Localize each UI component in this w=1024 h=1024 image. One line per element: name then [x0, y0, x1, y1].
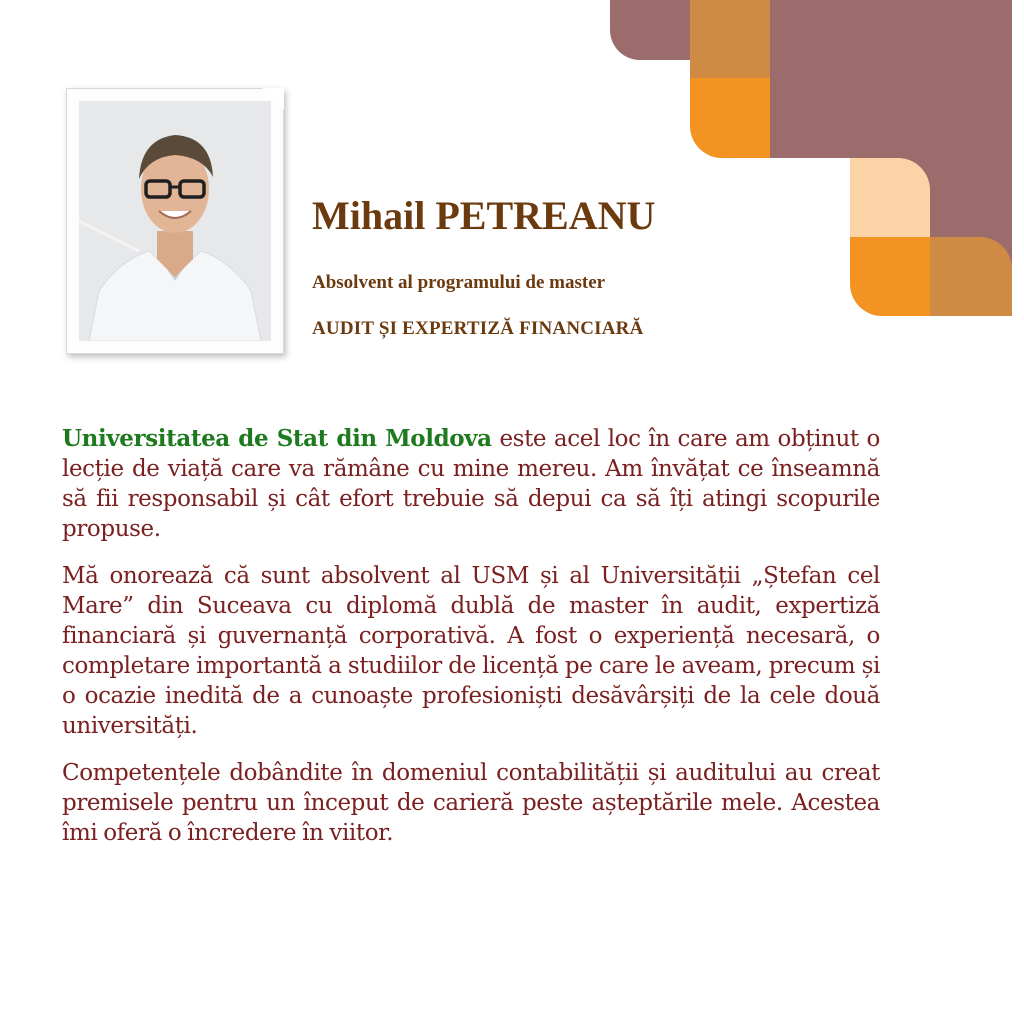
paragraph-1-text: este acel loc în care am obținut o lecție de viață care va rămâne cu mine mereu. Am învățat ce înseamnă să fii responsabil și cât efort trebuie să depui ca să îți atingi scopurile propuse.: [62, 426, 880, 542]
program-title: AUDIT ȘI EXPERTIZĂ FINANCIARĂ: [312, 318, 644, 339]
profile-photo-frame: [66, 88, 284, 354]
deco-peach-block: [850, 158, 930, 237]
person-portrait-icon: [79, 101, 271, 341]
person-name: Mihail PETREANU: [312, 193, 656, 238]
paragraph-1: [62, 424, 880, 544]
deco-orange-bottom: [850, 237, 930, 316]
graduate-subtitle: Absolvent al programului de master: [312, 272, 606, 293]
paragraph-2: Mă onorează că sunt absolvent al USM și al Universității „Ștefan cel Mare” din Suceava cu diplomă dublă de master în audit, expertiză financiară și guvernanță corporativă. A fost o experiență necesară, o completare importantă a studiilor de licență pe care le aveam, precum și o ocazie inedită de a cunoaște profesioniști desăvârșiți de la cele două universități.: [62, 563, 880, 739]
testimonial-body: [62, 424, 880, 865]
paragraph-3: Competențele dobândite în domeniul contabilității și auditului au creat premisele pentru un început de carieră peste așteptările mele. Acestea îmi oferă o încredere în viitor.: [62, 760, 880, 846]
profile-photo: [79, 101, 271, 341]
deco-orange-top: [690, 78, 770, 158]
photo-corner-fold: [262, 88, 284, 110]
deco-tan-bottom: [930, 237, 1012, 316]
university-name: Universitatea de Stat din Moldova: [62, 425, 492, 452]
deco-tan-top: [690, 0, 770, 78]
